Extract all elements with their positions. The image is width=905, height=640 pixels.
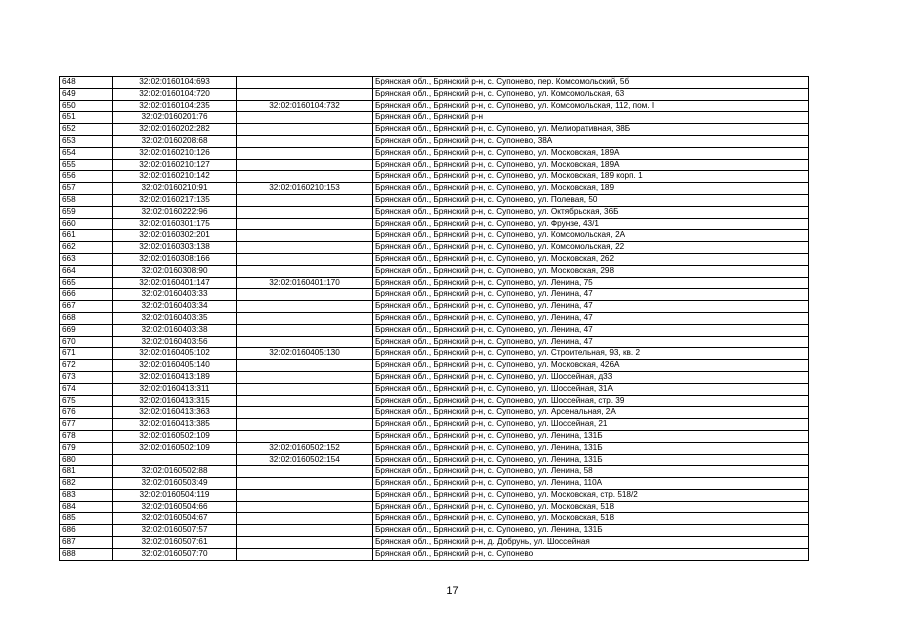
linked-cadastral-number-cell — [237, 537, 373, 549]
linked-cadastral-number-cell — [237, 77, 373, 89]
table-row — [60, 395, 809, 407]
table-row — [60, 501, 809, 513]
cadastral-number-cell: 32:02:0160104:693 — [113, 77, 237, 89]
row-number-cell: 674 — [60, 383, 113, 395]
cadastral-number-cell: 32:02:0160413:385 — [113, 419, 237, 431]
address-cell: Брянская обл., Брянский р-н, с. Супонево, 38А — [373, 135, 809, 147]
table-row — [60, 312, 809, 324]
linked-cadastral-number-cell — [237, 407, 373, 419]
linked-cadastral-number-cell — [237, 265, 373, 277]
cadastral-number-cell: 32:02:0160413:363 — [113, 407, 237, 419]
row-number-cell: 660 — [60, 218, 113, 230]
address-cell: Брянская обл., Брянский р-н, с. Супонево, ул. Московская, 189 — [373, 183, 809, 195]
linked-cadastral-number-cell — [237, 88, 373, 100]
row-number-cell: 673 — [60, 371, 113, 383]
linked-cadastral-number-cell: 32:02:0160104:732 — [237, 100, 373, 112]
linked-cadastral-number-cell — [237, 135, 373, 147]
table-row — [60, 253, 809, 265]
table-row — [60, 489, 809, 501]
cadastral-number-cell: 32:02:0160210:127 — [113, 159, 237, 171]
cadastral-number-cell: 32:02:0160507:70 — [113, 548, 237, 560]
row-number-cell: 680 — [60, 454, 113, 466]
row-number-cell: 685 — [60, 513, 113, 525]
table-row — [60, 242, 809, 254]
linked-cadastral-number-cell — [237, 218, 373, 230]
table-row — [60, 77, 809, 89]
cadastral-number-cell: 32:02:0160507:61 — [113, 537, 237, 549]
table-row — [60, 206, 809, 218]
table-row — [60, 159, 809, 171]
address-cell: Брянская обл., Брянский р-н, с. Супонево, ул. Московская, 426А — [373, 360, 809, 372]
linked-cadastral-number-cell: 32:02:0160502:154 — [237, 454, 373, 466]
linked-cadastral-number-cell — [237, 301, 373, 313]
address-cell: Брянская обл., Брянский р-н, с. Супонево — [373, 548, 809, 560]
cadastral-number-cell — [113, 454, 237, 466]
address-cell: Брянская обл., Брянский р-н, с. Супонево, ул. Московская, 262 — [373, 253, 809, 265]
row-number-cell: 651 — [60, 112, 113, 124]
cadastral-number-cell: 32:02:0160507:57 — [113, 525, 237, 537]
linked-cadastral-number-cell — [237, 112, 373, 124]
cadastral-number-cell: 32:02:0160502:109 — [113, 430, 237, 442]
address-cell: Брянская обл., Брянский р-н, с. Супонево, ул. Московская, 189 корп. 1 — [373, 171, 809, 183]
linked-cadastral-number-cell — [237, 206, 373, 218]
cadastral-number-cell: 32:02:0160222:96 — [113, 206, 237, 218]
linked-cadastral-number-cell — [237, 147, 373, 159]
table-row — [60, 289, 809, 301]
linked-cadastral-number-cell — [237, 312, 373, 324]
cadastral-number-cell: 32:02:0160504:67 — [113, 513, 237, 525]
cadastral-number-cell: 32:02:0160217:135 — [113, 194, 237, 206]
row-number-cell: 678 — [60, 430, 113, 442]
row-number-cell: 652 — [60, 124, 113, 136]
table-row — [60, 336, 809, 348]
address-cell: Брянская обл., Брянский р-н, с. Супонево, ул. Арсенальная, 2А — [373, 407, 809, 419]
row-number-cell: 664 — [60, 265, 113, 277]
table-row — [60, 100, 809, 112]
address-cell: Брянская обл., Брянский р-н, с. Супонево, ул. Ленина, 47 — [373, 301, 809, 313]
address-cell: Брянская обл., Брянский р-н, с. Супонево, ул. Московская, 518 — [373, 513, 809, 525]
row-number-cell: 670 — [60, 336, 113, 348]
address-cell: Брянская обл., Брянский р-н, с. Супонево, ул. Шоссейная, 31А — [373, 383, 809, 395]
row-number-cell: 671 — [60, 348, 113, 360]
linked-cadastral-number-cell — [237, 242, 373, 254]
cadastral-number-cell: 32:02:0160503:49 — [113, 478, 237, 490]
row-number-cell: 666 — [60, 289, 113, 301]
table-row — [60, 265, 809, 277]
cadastral-number-cell: 32:02:0160403:56 — [113, 336, 237, 348]
row-number-cell: 679 — [60, 442, 113, 454]
table-row — [60, 301, 809, 313]
address-cell: Брянская обл., Брянский р-н, с. Супонево, ул. Московская, 298 — [373, 265, 809, 277]
address-cell: Брянская обл., Брянский р-н, с. Супонево, ул. Полевая, 50 — [373, 194, 809, 206]
row-number-cell: 654 — [60, 147, 113, 159]
address-cell: Брянская обл., Брянский р-н, с. Супонево, ул. Московская, 189А — [373, 159, 809, 171]
table-row — [60, 194, 809, 206]
address-cell: Брянская обл., Брянский р-н, с. Супонево, ул. Шоссейная, д33 — [373, 371, 809, 383]
table-row — [60, 371, 809, 383]
row-number-cell: 672 — [60, 360, 113, 372]
table-row — [60, 88, 809, 100]
linked-cadastral-number-cell — [237, 360, 373, 372]
table-row — [60, 548, 809, 560]
linked-cadastral-number-cell — [237, 253, 373, 265]
row-number-cell: 655 — [60, 159, 113, 171]
table-row — [60, 135, 809, 147]
table-row — [60, 360, 809, 372]
cadastral-number-cell: 32:02:0160303:138 — [113, 242, 237, 254]
row-number-cell: 668 — [60, 312, 113, 324]
table-row — [60, 525, 809, 537]
row-number-cell: 676 — [60, 407, 113, 419]
address-cell: Брянская обл., Брянский р-н, с. Супонево, ул. Строительная, 93, кв. 2 — [373, 348, 809, 360]
cadastral-number-cell: 32:02:0160301:175 — [113, 218, 237, 230]
cadastral-number-cell: 32:02:0160308:90 — [113, 265, 237, 277]
linked-cadastral-number-cell — [237, 525, 373, 537]
linked-cadastral-number-cell — [237, 324, 373, 336]
address-cell: Брянская обл., Брянский р-н, с. Супонево, ул. Фрунзе, 43/1 — [373, 218, 809, 230]
row-number-cell: 653 — [60, 135, 113, 147]
row-number-cell: 661 — [60, 230, 113, 242]
row-number-cell: 665 — [60, 277, 113, 289]
cadastral-number-cell: 32:02:0160403:35 — [113, 312, 237, 324]
linked-cadastral-number-cell: 32:02:0160405:130 — [237, 348, 373, 360]
row-number-cell: 687 — [60, 537, 113, 549]
cadastral-number-cell: 32:02:0160403:38 — [113, 324, 237, 336]
table-row — [60, 171, 809, 183]
linked-cadastral-number-cell — [237, 478, 373, 490]
row-number-cell: 658 — [60, 194, 113, 206]
table-row — [60, 407, 809, 419]
linked-cadastral-number-cell — [237, 466, 373, 478]
row-number-cell: 683 — [60, 489, 113, 501]
cadastral-number-cell: 32:02:0160405:102 — [113, 348, 237, 360]
table-row — [60, 419, 809, 431]
row-number-cell: 681 — [60, 466, 113, 478]
row-number-cell: 650 — [60, 100, 113, 112]
address-cell: Брянская обл., Брянский р-н, с. Супонево, ул. Ленина, 58 — [373, 466, 809, 478]
row-number-cell: 675 — [60, 395, 113, 407]
address-cell: Брянская обл., Брянский р-н, с. Супонево, ул. Ленина, 131Б — [373, 430, 809, 442]
address-cell: Брянская обл., Брянский р-н, с. Супонево, ул. Ленина, 75 — [373, 277, 809, 289]
table-row — [60, 454, 809, 466]
linked-cadastral-number-cell — [237, 289, 373, 301]
linked-cadastral-number-cell — [237, 230, 373, 242]
row-number-cell: 677 — [60, 419, 113, 431]
table-row — [60, 478, 809, 490]
address-cell: Брянская обл., Брянский р-н, с. Супонево, ул. Ленина, 47 — [373, 324, 809, 336]
linked-cadastral-number-cell — [237, 548, 373, 560]
row-number-cell: 649 — [60, 88, 113, 100]
address-cell: Брянская обл., Брянский р-н, с. Супонево, ул. Ленина, 110А — [373, 478, 809, 490]
address-cell: Брянская обл., Брянский р-н — [373, 112, 809, 124]
table-row — [60, 218, 809, 230]
row-number-cell: 657 — [60, 183, 113, 195]
cadastral-number-cell: 32:02:0160502:88 — [113, 466, 237, 478]
page-number: 17 — [446, 585, 459, 597]
address-cell: Брянская обл., Брянский р-н, с. Супонево, ул. Октябрьская, 36Б — [373, 206, 809, 218]
linked-cadastral-number-cell — [237, 171, 373, 183]
row-number-cell: 686 — [60, 525, 113, 537]
register-table-body — [60, 77, 809, 561]
linked-cadastral-number-cell — [237, 501, 373, 513]
table-row — [60, 442, 809, 454]
cadastral-number-cell: 32:02:0160502:109 — [113, 442, 237, 454]
cadastral-number-cell: 32:02:0160413:315 — [113, 395, 237, 407]
table-row — [60, 183, 809, 195]
address-cell: Брянская обл., Брянский р-н, с. Супонево, ул. Ленина, 131Б — [373, 525, 809, 537]
cadastral-number-cell: 32:02:0160504:66 — [113, 501, 237, 513]
cadastral-number-cell: 32:02:0160308:166 — [113, 253, 237, 265]
cadastral-number-cell: 32:02:0160201:76 — [113, 112, 237, 124]
cadastral-number-cell: 32:02:0160202:282 — [113, 124, 237, 136]
cadastral-number-cell: 32:02:0160210:91 — [113, 183, 237, 195]
table-row — [60, 537, 809, 549]
cadastral-number-cell: 32:02:0160302:201 — [113, 230, 237, 242]
table-row — [60, 348, 809, 360]
cadastral-number-cell: 32:02:0160208:68 — [113, 135, 237, 147]
row-number-cell: 669 — [60, 324, 113, 336]
row-number-cell: 663 — [60, 253, 113, 265]
address-cell: Брянская обл., Брянский р-н, с. Супонево, ул. Комсомольская, 22 — [373, 242, 809, 254]
row-number-cell: 656 — [60, 171, 113, 183]
linked-cadastral-number-cell: 32:02:0160502:152 — [237, 442, 373, 454]
address-cell: Брянская обл., Брянский р-н, с. Супонево, ул. Комсомольская, 112, пом. I — [373, 100, 809, 112]
address-cell: Брянская обл., Брянский р-н, с. Супонево, ул. Ленина, 47 — [373, 289, 809, 301]
address-cell: Брянская обл., Брянский р-н, с. Супонево, ул. Ленина, 47 — [373, 336, 809, 348]
linked-cadastral-number-cell — [237, 513, 373, 525]
cadastral-number-cell: 32:02:0160210:142 — [113, 171, 237, 183]
linked-cadastral-number-cell — [237, 194, 373, 206]
table-row — [60, 112, 809, 124]
address-cell: Брянская обл., Брянский р-н, с. Супонево, ул. Мелиоративная, 38Б — [373, 124, 809, 136]
table-row — [60, 230, 809, 242]
table-row — [60, 277, 809, 289]
address-cell: Брянская обл., Брянский р-н, с. Супонево, пер. Комсомольский, 5б — [373, 77, 809, 89]
cadastral-register-table — [59, 76, 809, 561]
cadastral-number-cell: 32:02:0160401:147 — [113, 277, 237, 289]
table-row — [60, 430, 809, 442]
linked-cadastral-number-cell: 32:02:0160401:170 — [237, 277, 373, 289]
address-cell: Брянская обл., Брянский р-н, с. Супонево, ул. Ленина, 131Б — [373, 454, 809, 466]
cadastral-number-cell: 32:02:0160104:720 — [113, 88, 237, 100]
table-row — [60, 383, 809, 395]
address-cell: Брянская обл., Брянский р-н, с. Супонево, ул. Комсомольская, 63 — [373, 88, 809, 100]
cadastral-number-cell: 32:02:0160104:235 — [113, 100, 237, 112]
cadastral-number-cell: 32:02:0160403:33 — [113, 289, 237, 301]
cadastral-number-cell: 32:02:0160504:119 — [113, 489, 237, 501]
table-row — [60, 147, 809, 159]
row-number-cell: 667 — [60, 301, 113, 313]
table-row — [60, 324, 809, 336]
linked-cadastral-number-cell — [237, 336, 373, 348]
row-number-cell: 662 — [60, 242, 113, 254]
address-cell: Брянская обл., Брянский р-н, д. Добрунь, ул. Шоссейная — [373, 537, 809, 549]
cadastral-number-cell: 32:02:0160210:126 — [113, 147, 237, 159]
cadastral-number-cell: 32:02:0160413:311 — [113, 383, 237, 395]
address-cell: Брянская обл., Брянский р-н, с. Супонево, ул. Московская, стр. 518/2 — [373, 489, 809, 501]
linked-cadastral-number-cell: 32:02:0160210:153 — [237, 183, 373, 195]
address-cell: Брянская обл., Брянский р-н, с. Супонево, ул. Московская, 518 — [373, 501, 809, 513]
address-cell: Брянская обл., Брянский р-н, с. Супонево, ул. Ленина, 47 — [373, 312, 809, 324]
cadastral-number-cell: 32:02:0160413:189 — [113, 371, 237, 383]
address-cell: Брянская обл., Брянский р-н, с. Супонево, ул. Ленина, 131Б — [373, 442, 809, 454]
linked-cadastral-number-cell — [237, 419, 373, 431]
linked-cadastral-number-cell — [237, 159, 373, 171]
address-cell: Брянская обл., Брянский р-н, с. Супонево, ул. Комсомольская, 2А — [373, 230, 809, 242]
linked-cadastral-number-cell — [237, 489, 373, 501]
linked-cadastral-number-cell — [237, 383, 373, 395]
row-number-cell: 688 — [60, 548, 113, 560]
address-cell: Брянская обл., Брянский р-н, с. Супонево, ул. Московская, 189А — [373, 147, 809, 159]
table-row — [60, 124, 809, 136]
table-row — [60, 466, 809, 478]
address-cell: Брянская обл., Брянский р-н, с. Супонево, ул. Шоссейная, 21 — [373, 419, 809, 431]
cadastral-number-cell: 32:02:0160403:34 — [113, 301, 237, 313]
cadastral-number-cell: 32:02:0160405:140 — [113, 360, 237, 372]
linked-cadastral-number-cell — [237, 395, 373, 407]
row-number-cell: 648 — [60, 77, 113, 89]
linked-cadastral-number-cell — [237, 430, 373, 442]
linked-cadastral-number-cell — [237, 124, 373, 136]
row-number-cell: 659 — [60, 206, 113, 218]
row-number-cell: 684 — [60, 501, 113, 513]
linked-cadastral-number-cell — [237, 371, 373, 383]
address-cell: Брянская обл., Брянский р-н, с. Супонево, ул. Шоссейная, стр. 39 — [373, 395, 809, 407]
row-number-cell: 682 — [60, 478, 113, 490]
table-row — [60, 513, 809, 525]
